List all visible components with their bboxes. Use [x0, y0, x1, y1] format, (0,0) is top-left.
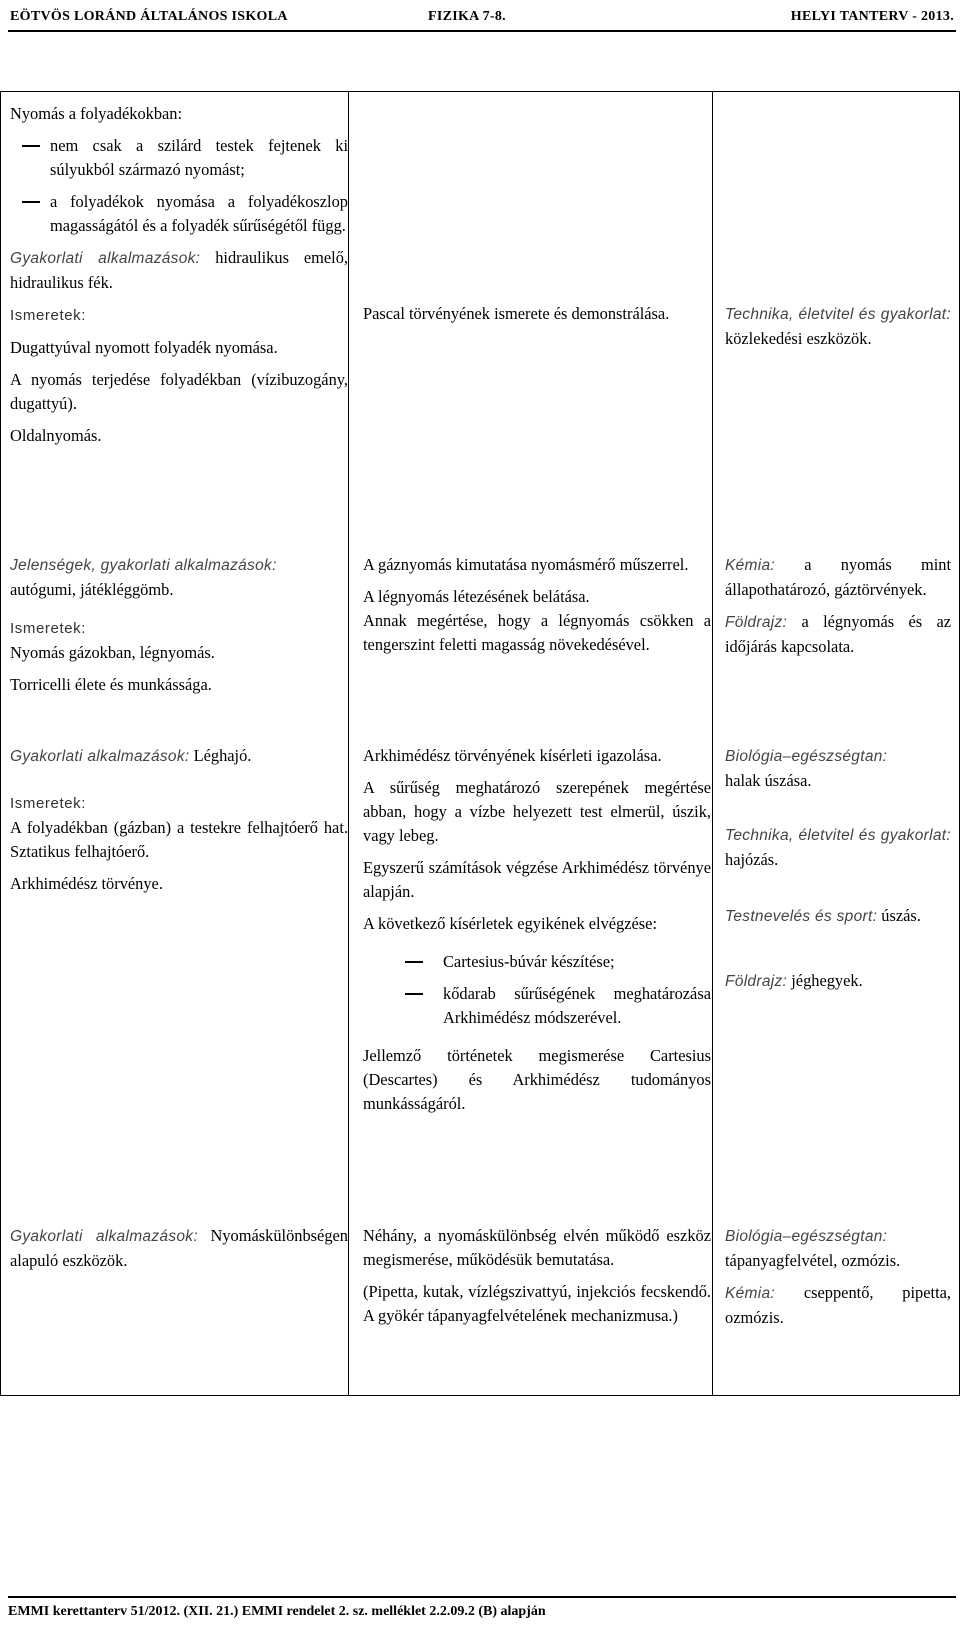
list-item-text: Cartesius-búvár készítése; [443, 952, 615, 971]
list-item [10, 190, 348, 238]
knowledge-item: Oldalnyomás. [10, 426, 102, 445]
row2-col2 [363, 553, 711, 665]
connection-label: Kémia: [725, 557, 776, 574]
connection-text: hajózás. [725, 850, 779, 869]
school-name: EÖTVÖS LORÁND ÁLTALÁNOS ISKOLA [10, 9, 288, 24]
connection-text: közlekedési eszközök. [725, 329, 872, 348]
application-paragraph [10, 1224, 348, 1273]
list-item-text: nem csak a szilárd testek fejtenek ki súlyukból származó nyomást; [50, 136, 348, 179]
activity-text: A gáznyomás kimutatása nyomásmérő műszerrel. [363, 555, 689, 574]
row4-col3 [725, 1224, 951, 1338]
connection-text: tápanyagfelvétel, ozmózis. [725, 1251, 901, 1270]
application-label: Gyakorlati alkalmazások: [10, 1228, 198, 1245]
knowledge-label [10, 791, 348, 816]
footer-text: EMMI kerettanterv 51/2012. (XII. 21.) EMMI rendelet 2. sz. melléklet 2.2.09.2 (B) alapján [8, 1604, 546, 1619]
connection-text: úszás. [877, 906, 921, 925]
activity-text: Annak megértése, hogy a légnyomás csökken a tengerszint feletti magasság növekedésével. [363, 611, 711, 654]
application-paragraph [10, 744, 348, 769]
activity-text: A légnyomás létezésének belátása. [363, 587, 590, 606]
connection-label: Technika, életvitel és gyakorlat: [725, 306, 951, 323]
knowledge-label-text: Ismeretek: [10, 307, 87, 324]
row4-col2 [363, 1224, 711, 1336]
connection-label: Földrajz: [725, 614, 788, 631]
activity-text: Jellemző történetek megismerése Cartesius (Descartes) és Arkhimédész tudományos munkásságáról. [363, 1046, 711, 1113]
list-item [363, 950, 711, 974]
phenomena-label [10, 553, 348, 578]
row2-col1 [10, 553, 348, 705]
row2-col3 [725, 553, 951, 667]
connection-paragraph [725, 1281, 951, 1330]
activity-text: A sűrűség meghatározó szerepének megértése abban, hogy a vízbe helyezett test elmerül, úszik, vagy lebeg. [363, 778, 711, 845]
knowledge-item: A nyomás terjedése folyadékban (vízibuzogány, dugattyú). [10, 370, 348, 413]
row1-col1 [10, 102, 348, 456]
dash-bullet [405, 961, 423, 963]
connection-paragraph [725, 904, 951, 929]
list-item-text: a folyadékok nyomása a folyadékoszlop magasságától és a folyadék sűrűségétől függ. [50, 192, 348, 235]
activity-text: Pascal törvényének ismerete és demonstrálása. [363, 304, 670, 323]
row3-col2 [363, 744, 711, 1124]
list-item [10, 134, 348, 182]
phenomena-text: autógumi, játékléggömb. [10, 580, 174, 599]
column-divider [348, 92, 349, 1395]
knowledge-item: A folyadékban (gázban) a testekre felhajtóerő hat. Sztatikus felhajtóerő. [10, 818, 348, 861]
row4-col1 [10, 1224, 348, 1281]
curriculum-title: HELYI TANTERV - 2013. [790, 9, 954, 24]
page-footer [8, 1596, 956, 1620]
row3-col1 [10, 744, 348, 904]
connection-label [725, 1224, 951, 1249]
connection-text: a nyomás mint állapothatározó, gáztörvények. [725, 555, 951, 599]
connection-label: Kémia: [725, 1285, 776, 1302]
connection-label-text: Biológia–egészségtan: [725, 748, 888, 765]
connection-text: a légnyomás és az időjárás kapcsolata. [725, 612, 951, 656]
connection-label-text: Biológia–egészségtan: [725, 1228, 888, 1245]
knowledge-item: Torricelli élete és munkássága. [10, 675, 212, 694]
knowledge-label-text: Ismeretek: [10, 620, 87, 637]
connection-text: cseppentő, pipetta, ozmózis. [725, 1283, 951, 1327]
application-paragraph [10, 246, 348, 295]
knowledge-item: Dugattyúval nyomott folyadék nyomása. [10, 338, 278, 357]
connection-label: Technika, életvitel és gyakorlat: [725, 827, 951, 844]
knowledge-item: Arkhimédész törvénye. [10, 874, 163, 893]
activity-text: A következő kísérletek egyikének elvégzése: [363, 914, 657, 933]
section-title: Nyomás a folyadékokban: [10, 104, 183, 123]
application-text: hidraulikus emelő, hidraulikus fék. [10, 248, 348, 292]
connection-text: jéghegyek. [787, 971, 863, 990]
page-header [8, 4, 956, 32]
phenomena-label-text: Jelenségek, gyakorlati alkalmazások: [10, 557, 277, 574]
activity-text: (Pipetta, kutak, vízlégszivattyú, injekciós fecskendő. A gyökér tápanyagfelvételének mechanizmusa.) [363, 1282, 711, 1325]
connection-paragraph [725, 302, 951, 351]
connection-text: halak úszása. [725, 771, 812, 790]
connection-paragraph [725, 610, 951, 659]
row1-col2 [363, 302, 711, 334]
list-item [363, 982, 711, 1030]
subject-title: FIZIKA 7-8. [428, 9, 506, 24]
knowledge-label-text: Ismeretek: [10, 795, 87, 812]
connection-label: Testnevelés és sport: [725, 908, 878, 925]
dash-bullet [22, 145, 40, 147]
application-text: Nyomáskülönbségen alapuló eszközök. [10, 1226, 348, 1270]
activity-text: Arkhimédész törvényének kísérleti igazolása. [363, 746, 662, 765]
activity-text: Néhány, a nyomáskülönbség elvén működő eszköz megismerése, működésük bemutatása. [363, 1226, 711, 1269]
application-text: Léghajó. [189, 746, 252, 765]
connection-paragraph [725, 553, 951, 602]
connection-label: Földrajz: [725, 973, 788, 990]
knowledge-item: Nyomás gázokban, légnyomás. [10, 643, 215, 662]
row1-col3 [725, 302, 951, 359]
knowledge-label [10, 616, 348, 641]
activity-text: Egyszerű számítások végzése Arkhimédész törvénye alapján. [363, 858, 711, 901]
application-label: Gyakorlati alkalmazások: [10, 250, 201, 267]
connection-label [725, 744, 951, 769]
column-divider [712, 92, 713, 1395]
connection-paragraph [725, 969, 951, 994]
connection-paragraph [725, 823, 951, 872]
row3-col3 [725, 744, 951, 1002]
application-label: Gyakorlati alkalmazások: [10, 748, 190, 765]
knowledge-label [10, 303, 348, 328]
dash-bullet [405, 993, 423, 995]
list-item-text: kődarab sűrűségének meghatározása Arkhimédész módszerével. [443, 984, 711, 1027]
dash-bullet [22, 201, 40, 203]
